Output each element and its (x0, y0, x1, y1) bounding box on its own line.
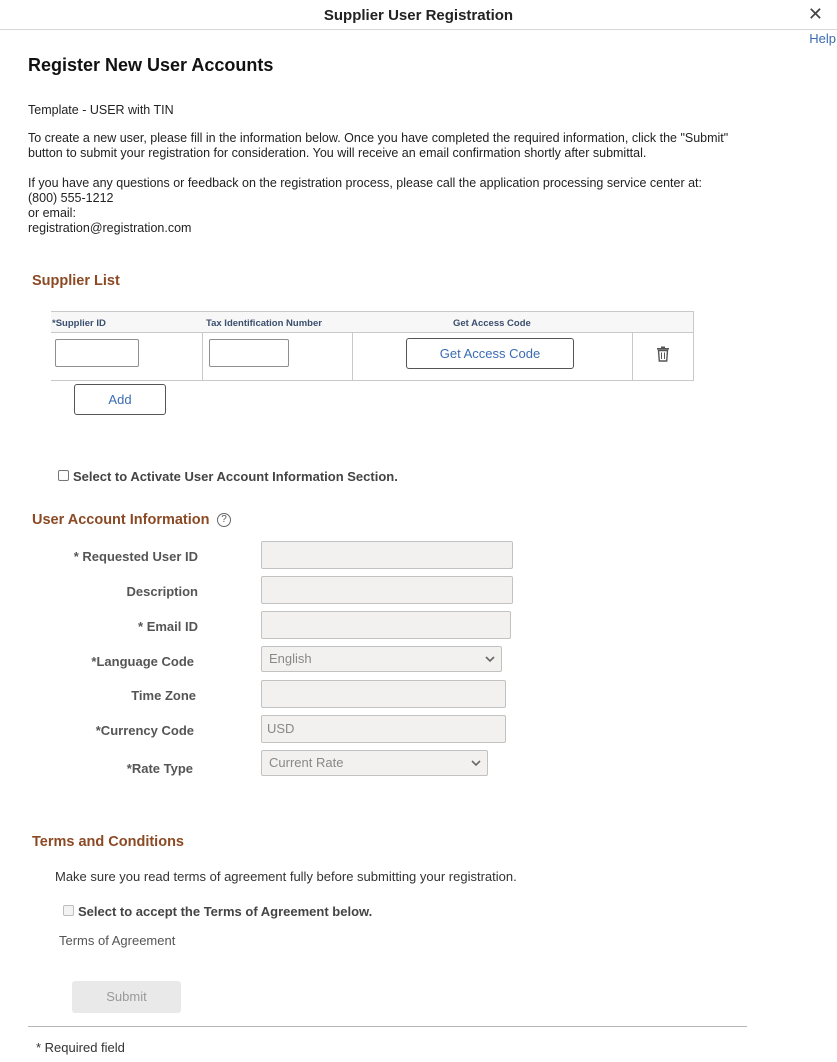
col-supplier-id: *Supplier ID (52, 318, 106, 329)
language-select[interactable] (261, 646, 502, 672)
terms-note: Make sure you read terms of agreement fully before submitting your registration. (55, 869, 517, 884)
contact-or: or email: (28, 206, 76, 220)
timezone-input[interactable] (261, 680, 506, 708)
contact-phone: (800) 555-1212 (28, 191, 114, 205)
window-title: Supplier User Registration (323, 7, 514, 24)
email-label: * Email ID (138, 619, 198, 634)
supplier-list-title: Supplier List (32, 273, 120, 289)
language-value: English (269, 651, 312, 666)
currency-input[interactable]: USD (261, 715, 506, 743)
help-circle-icon[interactable]: ? (217, 513, 231, 527)
user-id-input[interactable] (261, 541, 513, 569)
instructions-line-2: button to submit your registration for consideration. You will receive an email confirmation shortly after submittal. (28, 146, 647, 160)
add-button[interactable]: Add (74, 384, 166, 415)
page-title: Register New User Accounts (28, 55, 274, 75)
instructions-line-1: To create a new user, please fill in the information below. Once you have completed the required information, click the "Submit" (28, 131, 729, 145)
supplier-id-input[interactable] (55, 339, 139, 367)
chevron-down-icon (471, 758, 481, 768)
rate-type-label: *Rate Type (126, 761, 193, 776)
trash-icon[interactable] (656, 346, 670, 362)
supplier-grid (51, 311, 694, 381)
description-input[interactable] (261, 576, 513, 604)
chevron-down-icon (485, 654, 495, 664)
contact-email: registration@registration.com (28, 221, 192, 235)
description-label: Description (126, 584, 198, 599)
activate-label: Select to Activate User Account Information Section. (73, 469, 398, 484)
terms-title: Terms and Conditions (32, 834, 184, 850)
grid-divider (632, 333, 633, 380)
col-access-code: Get Access Code (453, 318, 531, 329)
close-icon[interactable]: ✕ (807, 4, 823, 24)
activate-checkbox[interactable] (58, 470, 69, 481)
template-text: Template - USER with TIN (28, 103, 174, 117)
title-bar (0, 0, 837, 30)
accept-terms-label: Select to accept the Terms of Agreement below. (78, 904, 373, 919)
currency-label: *Currency Code (95, 723, 194, 738)
accept-terms-checkbox[interactable] (63, 905, 74, 916)
grid-divider (202, 333, 203, 380)
rate-type-select[interactable] (261, 750, 488, 776)
contact-line: If you have any questions or feedback on the registration process, please call the application processing service center at: (28, 176, 702, 190)
grid-divider (352, 333, 353, 380)
timezone-label: Time Zone (131, 688, 196, 703)
rate-type-value: Current Rate (269, 755, 344, 770)
col-tin: Tax Identification Number (206, 318, 322, 329)
required-note: * Required field (36, 1040, 125, 1055)
user-id-label: * Requested User ID (73, 549, 198, 564)
language-label: *Language Code (91, 654, 194, 669)
get-access-code-button[interactable]: Get Access Code (406, 338, 574, 369)
email-input[interactable] (261, 611, 511, 639)
user-account-title: User Account Information (32, 512, 210, 528)
help-link[interactable]: Help (809, 31, 836, 46)
grid-header (51, 312, 693, 333)
footer-divider (28, 1026, 747, 1027)
submit-button[interactable]: Submit (72, 981, 181, 1013)
tin-input[interactable] (209, 339, 289, 367)
terms-of-agreement-label: Terms of Agreement (59, 933, 176, 948)
